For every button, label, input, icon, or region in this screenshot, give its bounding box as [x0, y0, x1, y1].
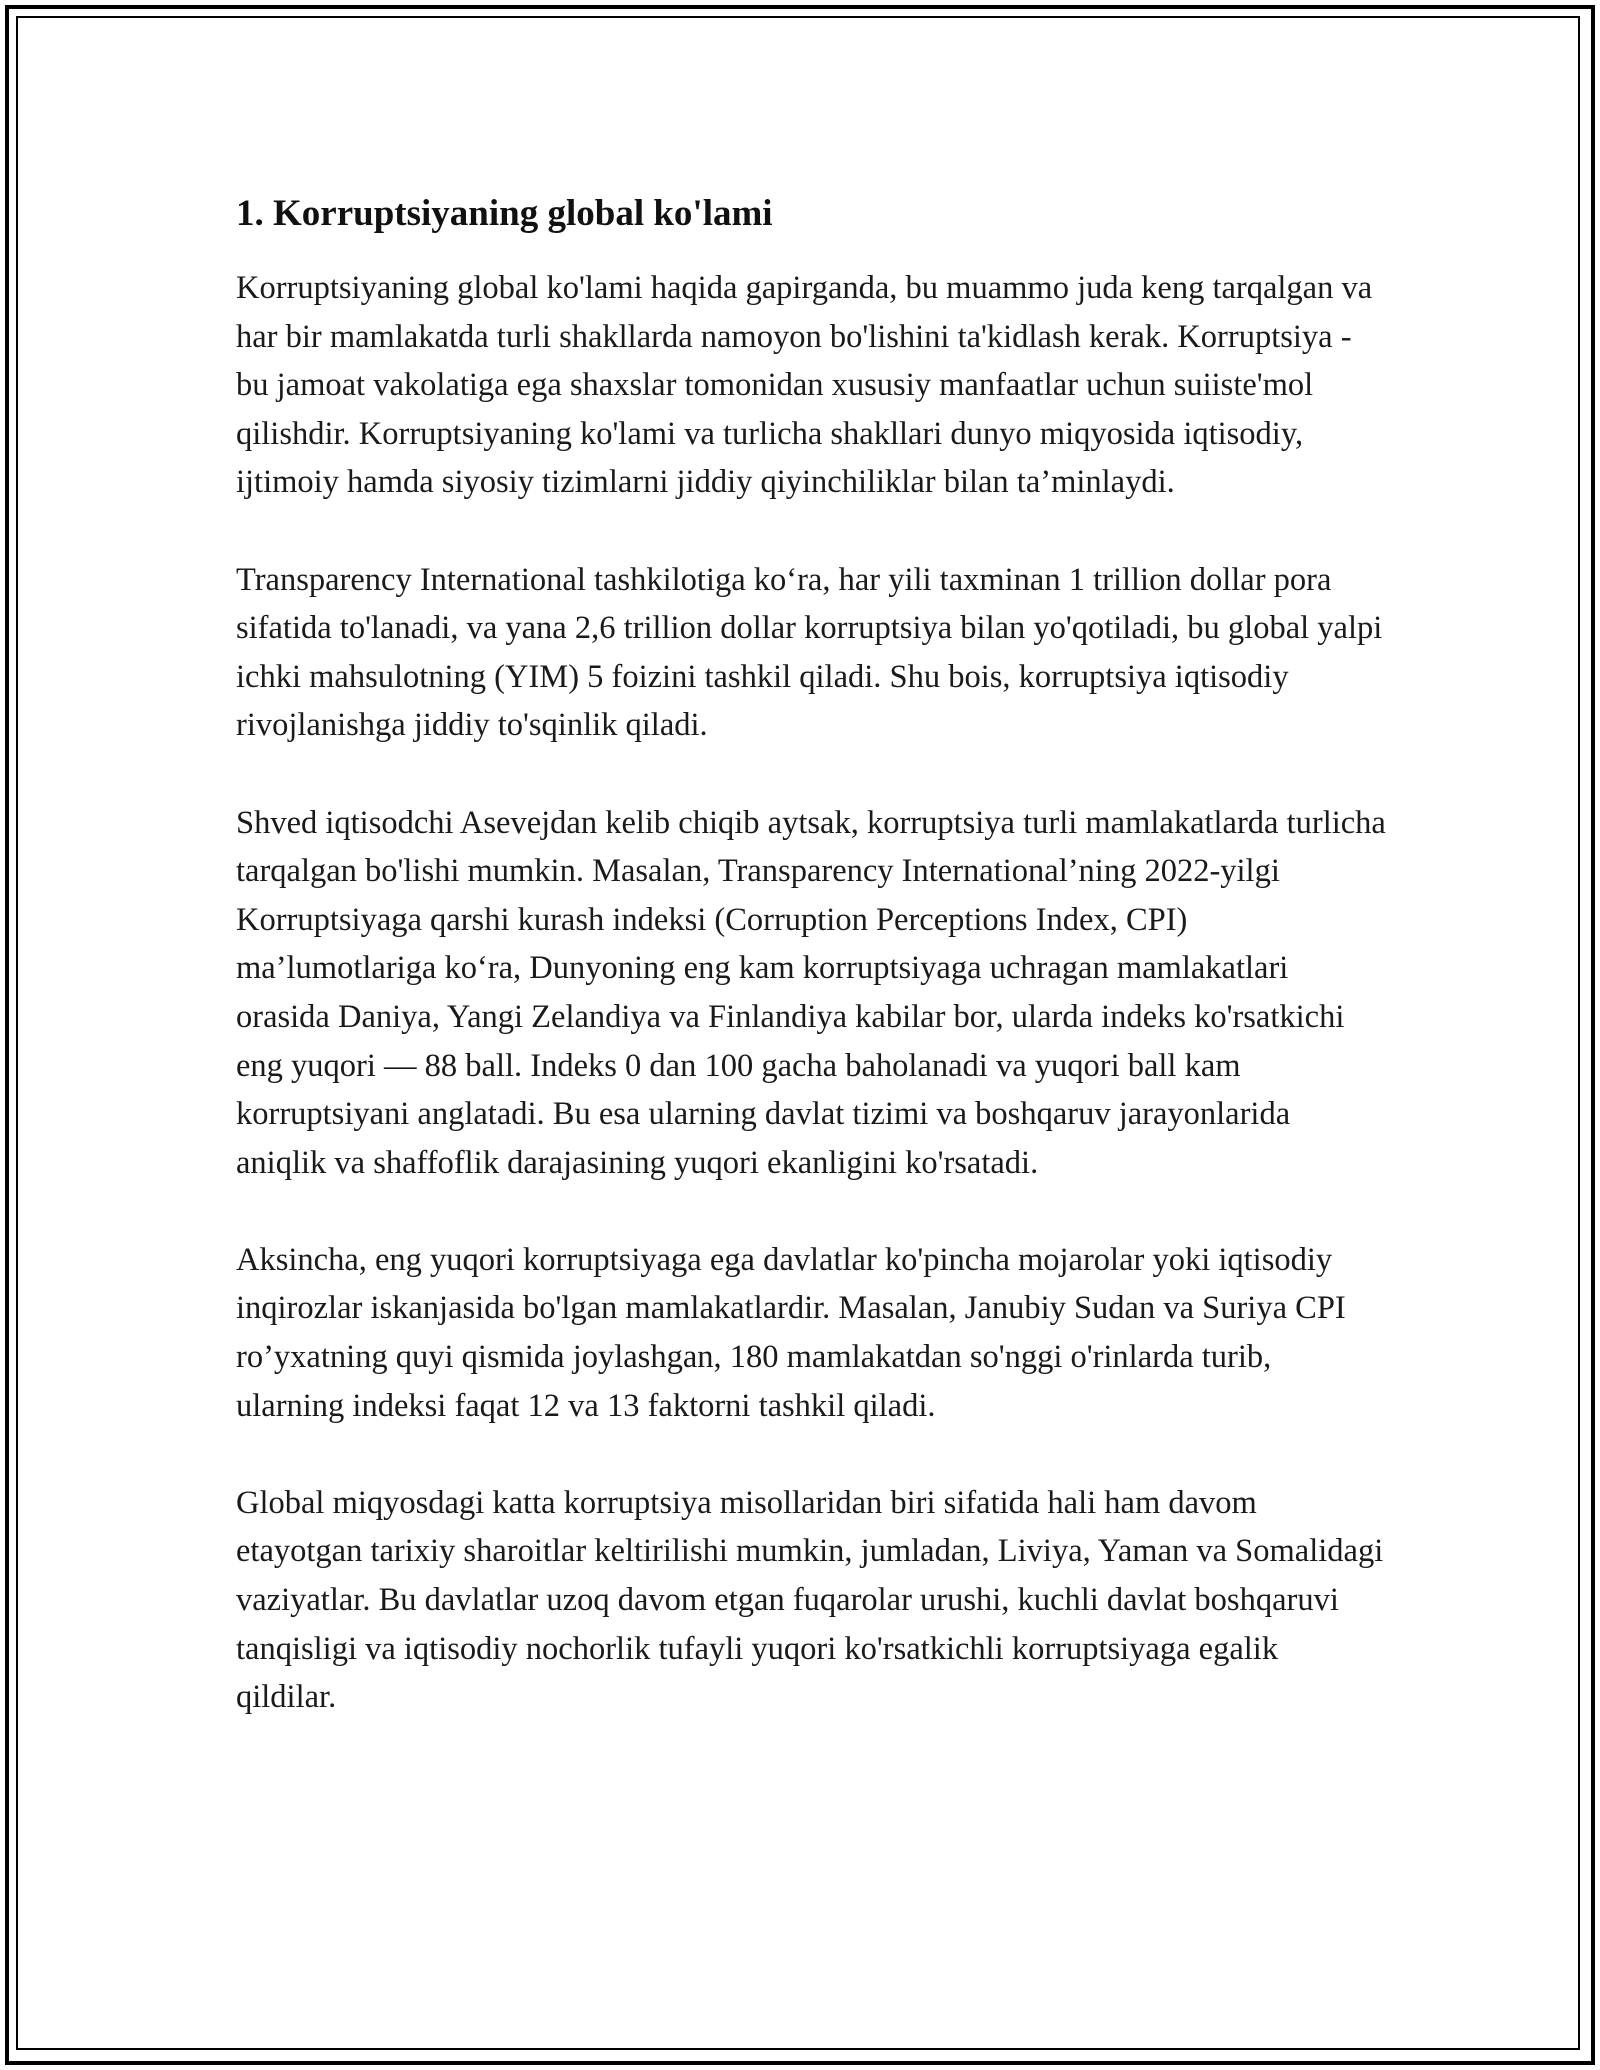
- paragraph-cpi-index: Shved iqtisodchi Asevejdan kelib chiqib aytsak, korruptsiya turli mamlakatlarda turlicha tarqalgan bo'lishi mumkin. Masalan, Transparency International’ning 2022-yilgi Korruptsiyaga qarshi kurash indeksi (Corruption Perceptions Index, CPI) ma’lumotlariga ko‘ra, Dunyoning eng kam korruptsiyaga uchragan mamlakatlari orasida Daniya, Yangi Zelandiya va Finlandiya kabilar bor, ularda indeks ko'rsatkichi eng yuqori — 88 ball. Indeks 0 dan 100 gacha baholanadi va yuqori ball kam korruptsiyani anglatadi. Bu esa ularning davlat tizimi va boshqaruv jarayonlarida aniqlik va shaffoflik darajasining yuqori ekanligini ko'rsatadi.: [236, 804, 1386, 1181]
- paragraph-global-examples: Global miqyosdagi katta korruptsiya misollaridan biri sifatida hali ham davom etayotgan tarixiy sharoitlar keltirilishi mumkin, jumladan, Liviya, Yaman va Somalidagi vaziyatlar. Bu davlatlar uzoq davom etgan fuqarolar urushi, kuchli davlat boshqaruvi tanqisligi va iqtisodiy nochorlik tufayli yuqori ko'rsatkichli korruptsiyaga egalik qildilar.: [236, 1484, 1384, 1716]
- paragraph-transparency-international: Transparency International tashkilotiga ko‘ra, har yili taxminan 1 trillion dollar pora sifatida to'lanadi, va yana 2,6 trillion dollar korruptsiya bilan yo'qotiladi, bu global yalpi ichki mahsulotning (YIM) 5 foizini tashkil qiladi. Shu bois, korruptsiya iqtisodiy rivojlanishga jiddiy to'sqinlik qiladi.: [236, 561, 1383, 744]
- section-heading: 1. Korruptsiyaning global ko'lami: [236, 193, 773, 234]
- paragraph-high-corruption-countries: Aksincha, eng yuqori korruptsiyaga ega davlatlar ko'pincha mojarolar yoki iqtisodiy inqirozlar iskanjasida bo'lgan mamlakatlardir. Masalan, Janubiy Sudan va Suriya CPI ro’yxatning quyi qismida joylashgan, 180 mamlakatdan so'nggi o'rinlarda turib, ularning indeksi faqat 12 va 13 faktorni tashkil qiladi.: [236, 1241, 1346, 1424]
- paragraph-definition: Korruptsiyaning global ko'lami haqida gapirganda, bu muammo juda keng tarqalgan va har bir mamlakatda turli shakllarda namoyon bo'lishini ta'kidlash kerak. Korruptsiya - bu jamoat vakolatiga ega shaxslar tomonidan xususiy manfaatlar uchun suiiste'mol qilishdir. Korruptsiyaning ko'lami va turlicha shakllari dunyo miqyosida iqtisodiy, ijtimoiy hamda siyosiy tizimlarni jiddiy qiyinchiliklar bilan ta’minlaydi.: [236, 270, 1373, 501]
- document-body: [236, 190, 1386, 1722]
